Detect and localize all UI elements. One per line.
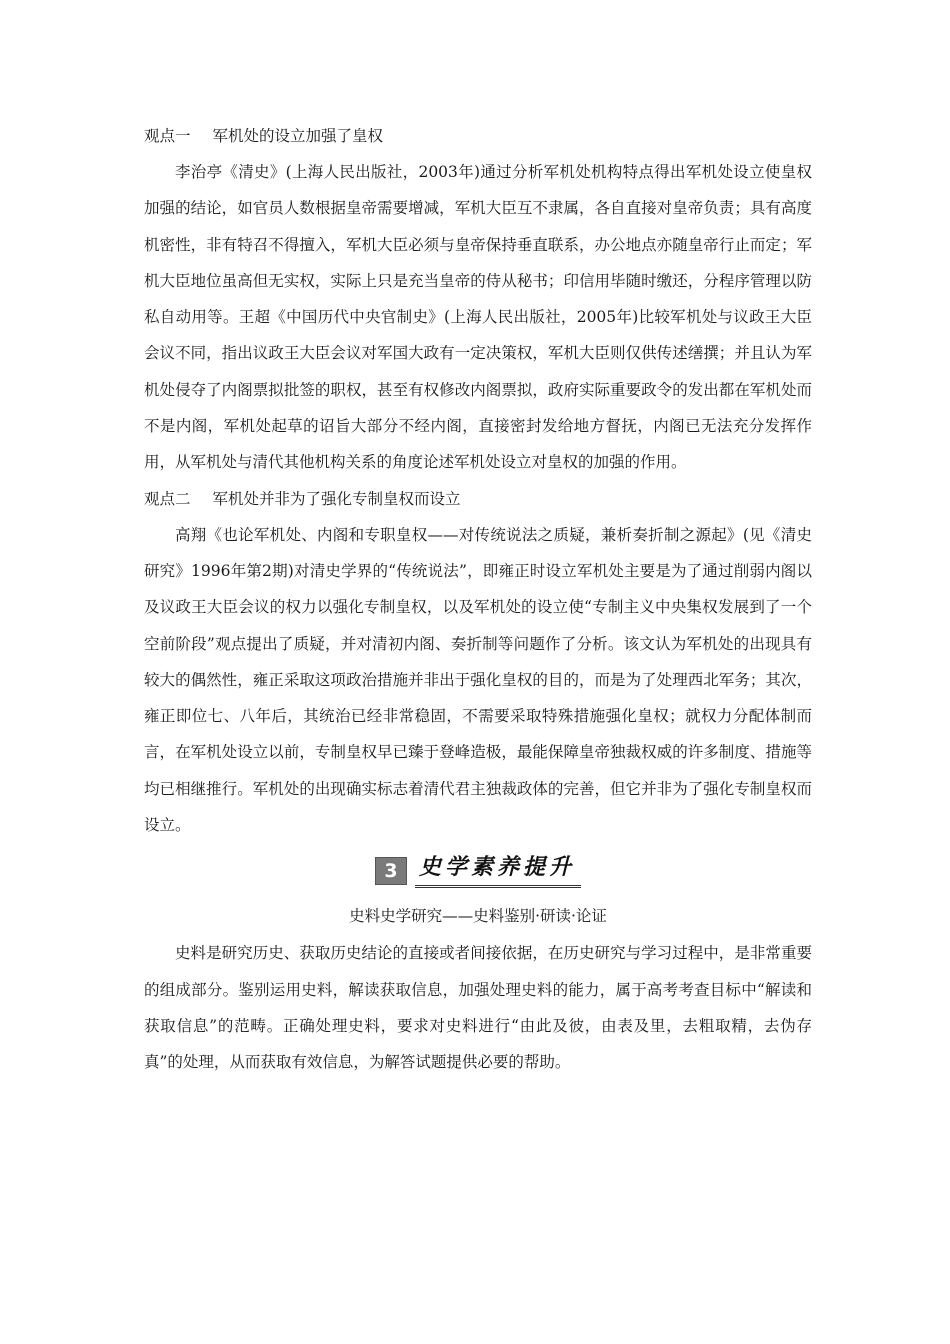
view2-paragraph: 高翔《也论军机处、内阁和专职皇权——对传统说法之质疑，兼析奏折制之源起》(见《清史研究》1996年第2期)对清史学界的“传统说法”，即雍正时设立军机处主要是为了通过削弱内阁以及议政王大臣会议的权力以强化专制皇权，以及军机处的设立使“专制主义中央集权发展到了一个空前阶段”观点提出了质疑，并对清初内阁、奏折制等问题作了分析。该文认为军机处的出现具有较大的偶然性，雍正采取这项政治措施并非出于强化皇权的目的，而是为了处理西北军务；其次，雍正即位七、八年后，其统治已经非常稳固，不需要采取特殊措施强化皇权；就权力分配体制而言，在军机处设立以前，专制皇权早已臻于登峰造极，最能保障皇帝独裁权威的许多制度、措施等均已相继推行。军机处的出现确实标志着清代君主独裁政体的完善，但它并非为了强化专制皇权而设立。 <box>144 525 812 835</box>
document-page <box>144 118 812 1081</box>
section-title: 史学素养提升 <box>415 854 581 888</box>
section-number-badge: 3 <box>375 857 407 885</box>
view1-title: 军机处的设立加强了皇权 <box>212 127 384 145</box>
view1-label: 观点一 <box>144 127 191 145</box>
section3-paragraph: 史料是研究历史、获取历史结论的直接或者间接依据，在历史研究与学习过程中，是非常重要的组成部分。鉴别运用史料，解读获取信息，加强处理史料的能力，属于高考考查目标中“解读和获取信息”的范畴。正确处理史料，要求对史料进行“由此及彼，由表及里，去粗取精，去伪存真”的处理，从而获取有效信息，为解答试题提供必要的帮助。 <box>144 944 812 1072</box>
view1-paragraph: 李治亭《清史》(上海人民出版社，2003年)通过分析军机处机构特点得出军机处设立使皇权加强的结论，如官员人数根据皇帝需要增减，军机大臣互不隶属，各自直接对皇帝负责；具有高度机密性，非有特召不得擅入，军机大臣必须与皇帝保持垂直联系，办公地点亦随皇帝行止而定；军机大臣地位虽高但无实权，实际上只是充当皇帝的侍从秘书；印信用毕随时缴还，分程序管理以防私自动用等。王超《中国历代中央官制史》(上海人民出版社，2005年)比较军机处与议政王大臣会议不同，指出议政王大臣会议对军国大政有一定决策权，军机大臣则仅供传述缮撰；并且认为军机处侵夺了内阁票拟批签的职权，甚至有权修改内阁票拟，政府实际重要政令的发出都在军机处而不是内阁，军机处起草的诏旨大部分不经内阁，直接密封发给地方督抚，内阁已无法充分发挥作用，从军机处与清代其他机构关系的角度论述军机处设立对皇权的加强的作用。 <box>144 163 812 472</box>
view2-label: 观点二 <box>144 489 191 508</box>
section-subtitle: 史料史学研究——史料鉴别·研读·论证 <box>349 907 607 926</box>
view2-title: 军机处并非为了强化专制皇权而设立 <box>212 489 461 508</box>
section-banner <box>144 851 812 891</box>
view1-heading <box>144 118 812 154</box>
view2-heading <box>144 481 812 517</box>
